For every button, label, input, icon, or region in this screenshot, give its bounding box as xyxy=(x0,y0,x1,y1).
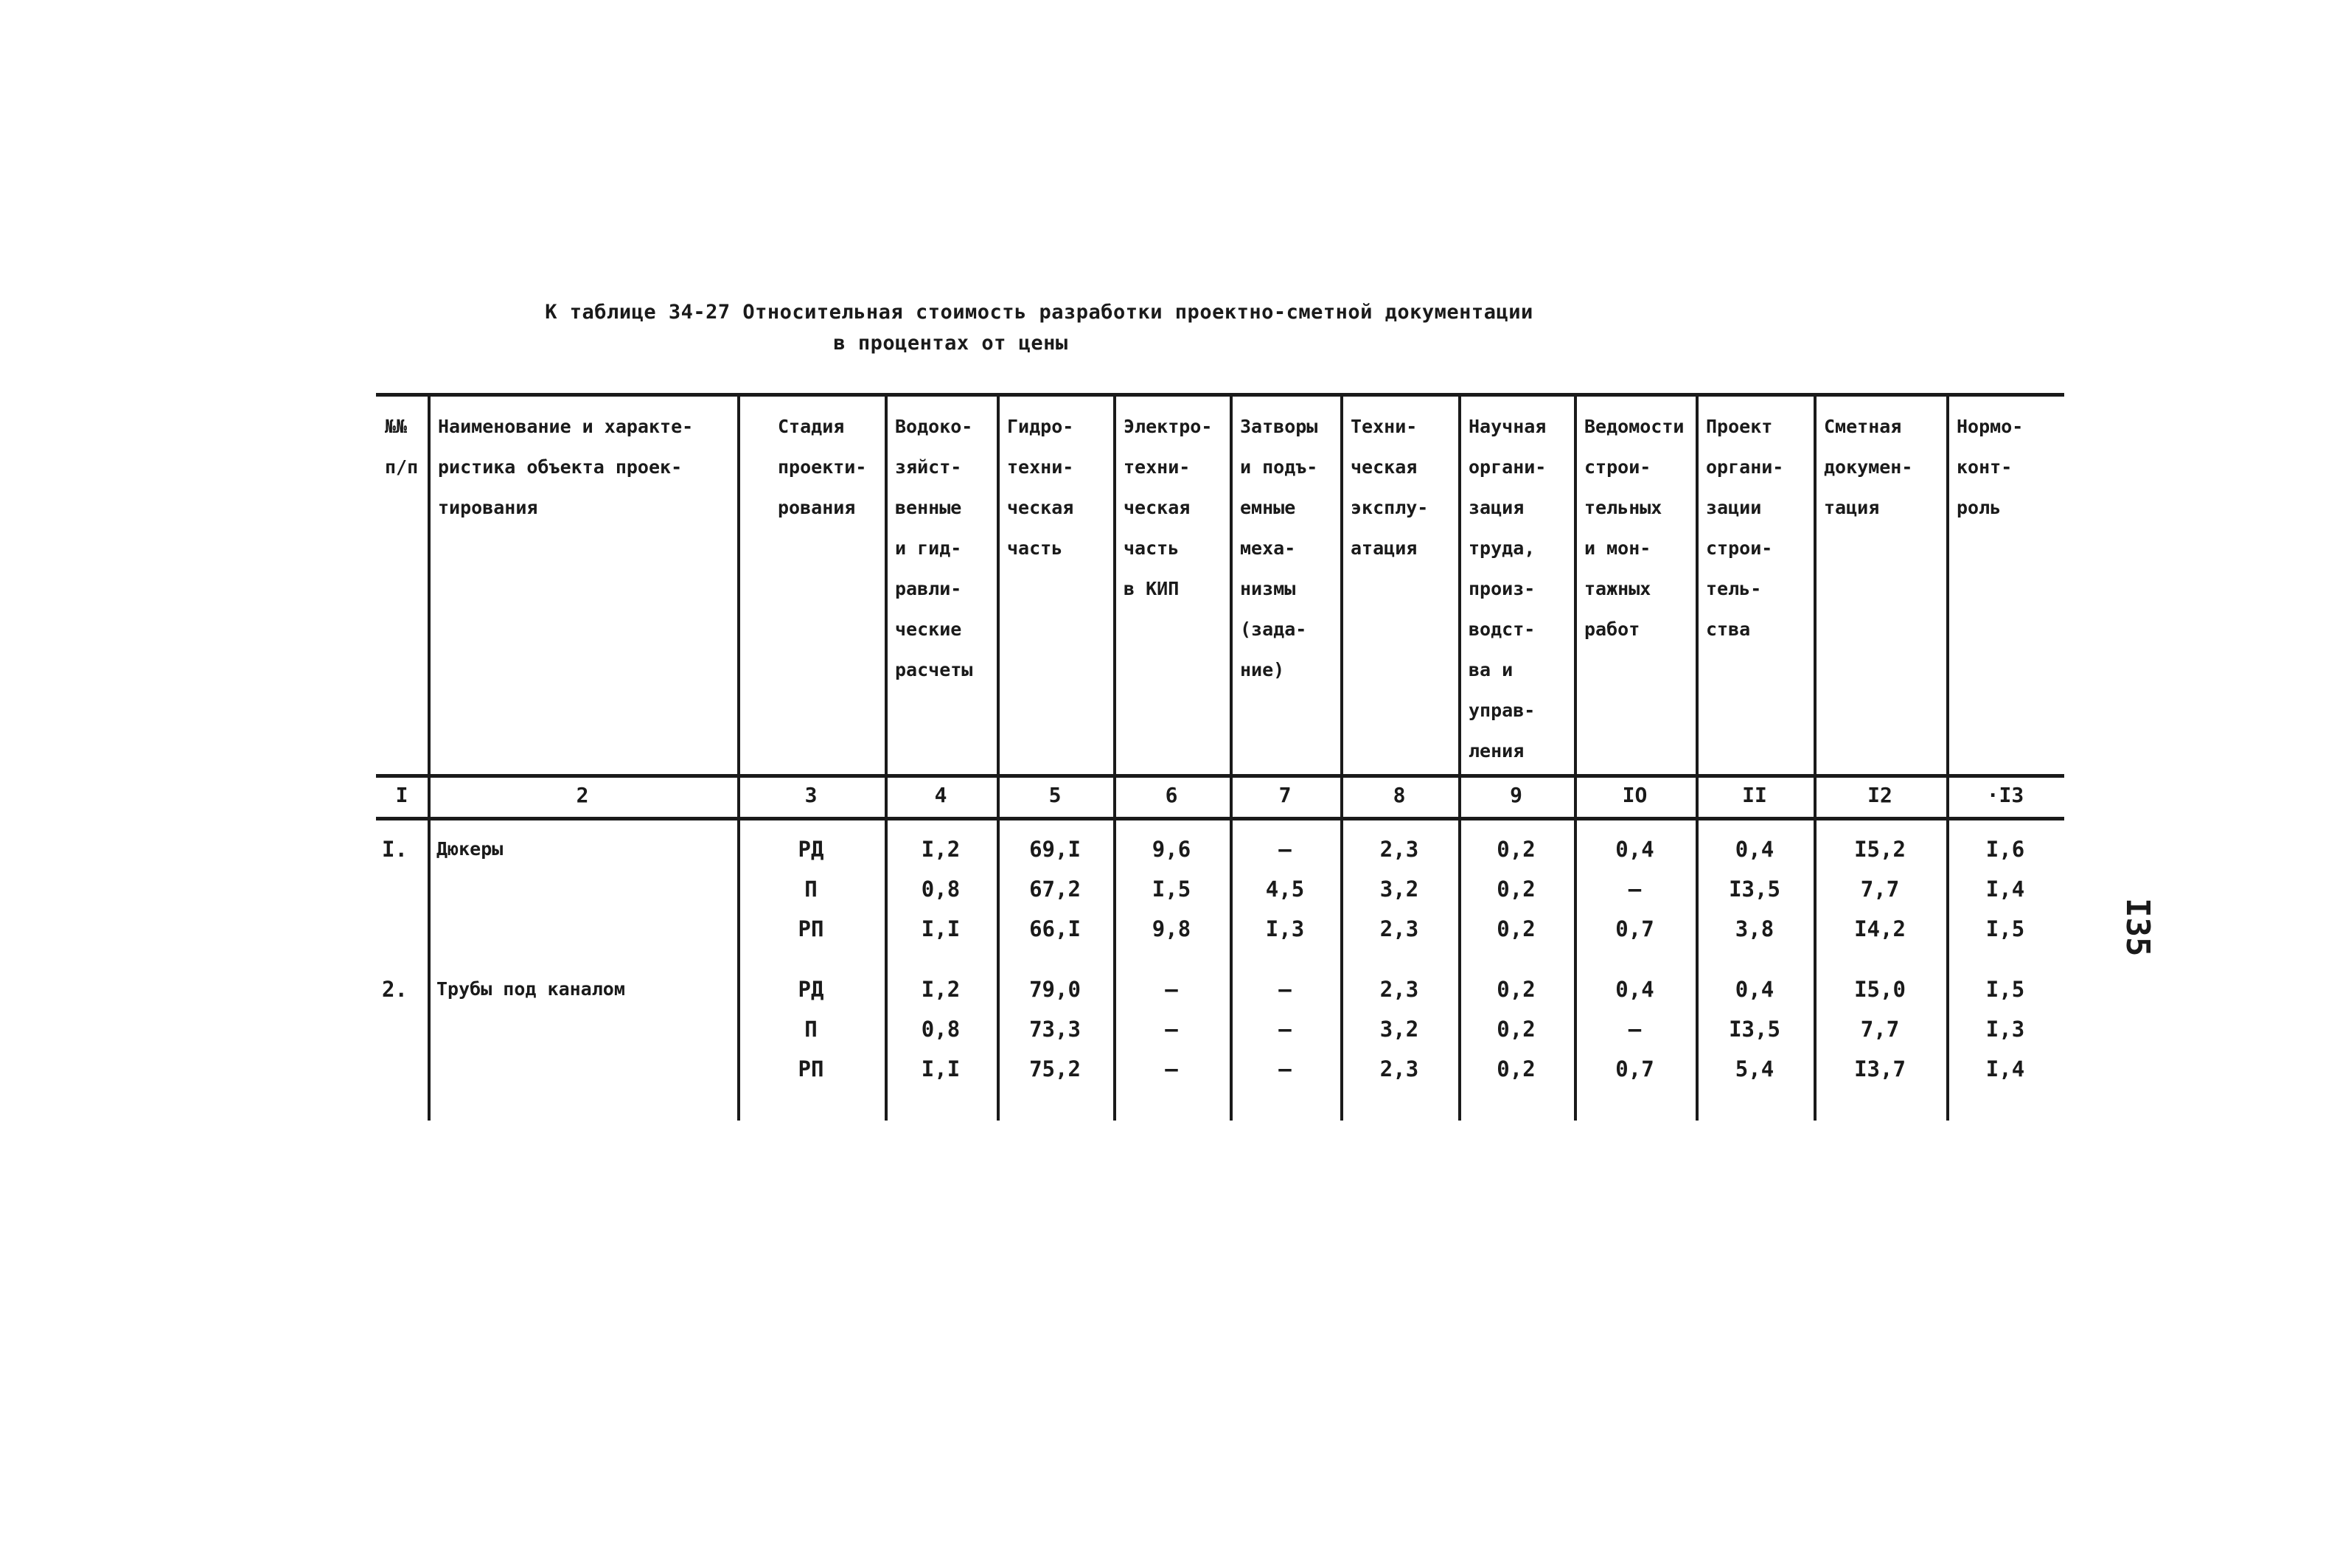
table-cell: 0,2 xyxy=(1497,877,1536,902)
column-header: Сметная докумен- тация xyxy=(1824,416,1913,518)
column-divider xyxy=(1458,393,1461,1121)
table-cell: 73,3 xyxy=(1029,1017,1081,1042)
column-number: 7 xyxy=(1278,783,1292,807)
table-cell: – xyxy=(1278,1056,1292,1081)
header-bottom-border xyxy=(376,774,2064,778)
column-number-bottom-border xyxy=(376,817,2064,820)
table-cell: РП xyxy=(798,916,824,941)
table-cell: – xyxy=(1278,1017,1292,1042)
table-cell: I,4 xyxy=(1985,877,2025,902)
table-cell: 0,7 xyxy=(1615,1056,1654,1081)
column-header: Электро- техни- ческая часть в КИП xyxy=(1124,416,1213,599)
column-divider xyxy=(1946,393,1949,1121)
table-cell: 5,4 xyxy=(1735,1056,1774,1081)
table-cell: I5,2 xyxy=(1854,837,1906,862)
column-divider xyxy=(428,393,431,1121)
table-cell: – xyxy=(1628,1017,1642,1042)
column-divider xyxy=(1230,393,1233,1121)
column-number: 3 xyxy=(804,783,818,807)
table-cell: 7,7 xyxy=(1860,877,1900,902)
table-cell: I,5 xyxy=(1985,977,2025,1002)
column-header: Водоко- зяйст- венные и гид- равли- ческие расчеты xyxy=(895,416,973,680)
column-header: Стадия проекти- рования xyxy=(778,416,867,518)
table-cell: I3,5 xyxy=(1729,877,1780,902)
column-number: 4 xyxy=(934,783,947,807)
table-cell: I4,2 xyxy=(1854,916,1906,941)
table-cell: I,3 xyxy=(1985,1017,2025,1042)
table-cell: 69,I xyxy=(1029,837,1081,862)
table-cell: I3,5 xyxy=(1729,1017,1780,1042)
table-cell: I,3 xyxy=(1265,916,1305,941)
table-cell: 0,2 xyxy=(1497,1017,1536,1042)
object-name: Трубы под каналом xyxy=(436,978,625,1000)
column-number: I2 xyxy=(1867,783,1892,807)
table-cell: 3,8 xyxy=(1735,916,1774,941)
table-cell: 0,4 xyxy=(1735,837,1774,862)
table-cell: 0,2 xyxy=(1497,837,1536,862)
table-cell: 0,2 xyxy=(1497,916,1536,941)
table-cell: РП xyxy=(798,1056,824,1081)
table-cell: I,5 xyxy=(1152,877,1191,902)
column-divider xyxy=(1340,393,1343,1121)
column-number: 5 xyxy=(1048,783,1062,807)
table-cell: 2,3 xyxy=(1379,977,1419,1002)
table-cell: 0,4 xyxy=(1615,977,1654,1002)
table-subtitle: в процентах от цены xyxy=(833,332,1068,355)
table-cell: I,I xyxy=(921,1056,961,1081)
table-cell: 9,8 xyxy=(1152,916,1191,941)
table-cell: 9,6 xyxy=(1152,837,1191,862)
table-cell: П xyxy=(804,1017,818,1042)
column-header: Затворы и подъ- емные меха- низмы (зада- ние) xyxy=(1240,416,1318,680)
table-cell: I,6 xyxy=(1985,837,2025,862)
column-header: №№ п/п xyxy=(385,416,419,478)
table-cell: 0,8 xyxy=(921,877,961,902)
table-cell: 3,2 xyxy=(1379,877,1419,902)
row-group-number: I. xyxy=(382,837,408,862)
object-name: Дюкеры xyxy=(436,838,504,860)
table-cell: РД xyxy=(798,977,824,1002)
table-cell: 2,3 xyxy=(1379,1056,1419,1081)
table-cell: I3,7 xyxy=(1854,1056,1906,1081)
column-number: 2 xyxy=(576,783,589,807)
column-number: 6 xyxy=(1165,783,1178,807)
table-cell: 67,2 xyxy=(1029,877,1081,902)
column-header: Научная органи- зация труда, произ- водст- ва и управ- ления xyxy=(1469,416,1547,762)
column-number: I xyxy=(395,783,408,807)
column-number: 8 xyxy=(1393,783,1406,807)
column-number: 9 xyxy=(1510,783,1522,807)
column-header: Наименование и характе- ристика объекта проек- тирования xyxy=(438,416,694,518)
table-cell: 0,7 xyxy=(1615,916,1654,941)
table-cell: – xyxy=(1278,977,1292,1002)
column-divider xyxy=(737,393,740,1121)
table-cell: I,I xyxy=(921,916,961,941)
table-cell: 0,8 xyxy=(921,1017,961,1042)
table-cell: 0,4 xyxy=(1735,977,1774,1002)
column-number: II xyxy=(1742,783,1767,807)
column-header: Ведомости строи- тельных и мон- тажных работ xyxy=(1584,416,1685,640)
column-divider xyxy=(1113,393,1116,1121)
table-cell: 75,2 xyxy=(1029,1056,1081,1081)
table-cell: – xyxy=(1165,1056,1178,1081)
column-divider xyxy=(885,393,888,1121)
column-header: Проект органи- зации строи- тель- ства xyxy=(1706,416,1784,640)
column-divider xyxy=(997,393,1000,1121)
table-top-border xyxy=(376,393,2064,397)
table-cell: 3,2 xyxy=(1379,1017,1419,1042)
table-cell: 79,0 xyxy=(1029,977,1081,1002)
table-cell: П xyxy=(804,877,818,902)
table-cell: 0,2 xyxy=(1497,1056,1536,1081)
table-cell: РД xyxy=(798,837,824,862)
table-cell: I,2 xyxy=(921,977,961,1002)
table-cell: 0,2 xyxy=(1497,977,1536,1002)
row-group-number: 2. xyxy=(382,977,408,1002)
table-cell: – xyxy=(1278,837,1292,862)
column-number: IO xyxy=(1622,783,1648,807)
table-cell: 2,3 xyxy=(1379,837,1419,862)
table-cell: I,4 xyxy=(1985,1056,2025,1081)
table-cell: 66,I xyxy=(1029,916,1081,941)
column-header: Гидро- техни- ческая часть xyxy=(1007,416,1074,559)
column-divider xyxy=(1696,393,1699,1121)
table-cell: 7,7 xyxy=(1860,1017,1900,1042)
table-cell: – xyxy=(1165,977,1178,1002)
table-cell: – xyxy=(1628,877,1642,902)
table-cell: I5,0 xyxy=(1854,977,1906,1002)
table-cell: 2,3 xyxy=(1379,916,1419,941)
table-cell: 0,4 xyxy=(1615,837,1654,862)
table-title: К таблице 34-27 Относительная стоимость разработки проектно-сметной документации xyxy=(545,301,1533,324)
table-cell: – xyxy=(1165,1017,1178,1042)
column-number: ·I3 xyxy=(1986,783,2024,807)
table-cell: I,2 xyxy=(921,837,961,862)
column-divider xyxy=(1574,393,1577,1121)
table-cell: 4,5 xyxy=(1265,877,1305,902)
column-header: Техни- ческая эксплу- атация xyxy=(1351,416,1429,559)
table-cell: I,5 xyxy=(1985,916,2025,941)
page-number: I35 xyxy=(2119,898,2156,957)
column-header: Нормо- конт- роль xyxy=(1957,416,2024,518)
column-divider xyxy=(1814,393,1817,1121)
